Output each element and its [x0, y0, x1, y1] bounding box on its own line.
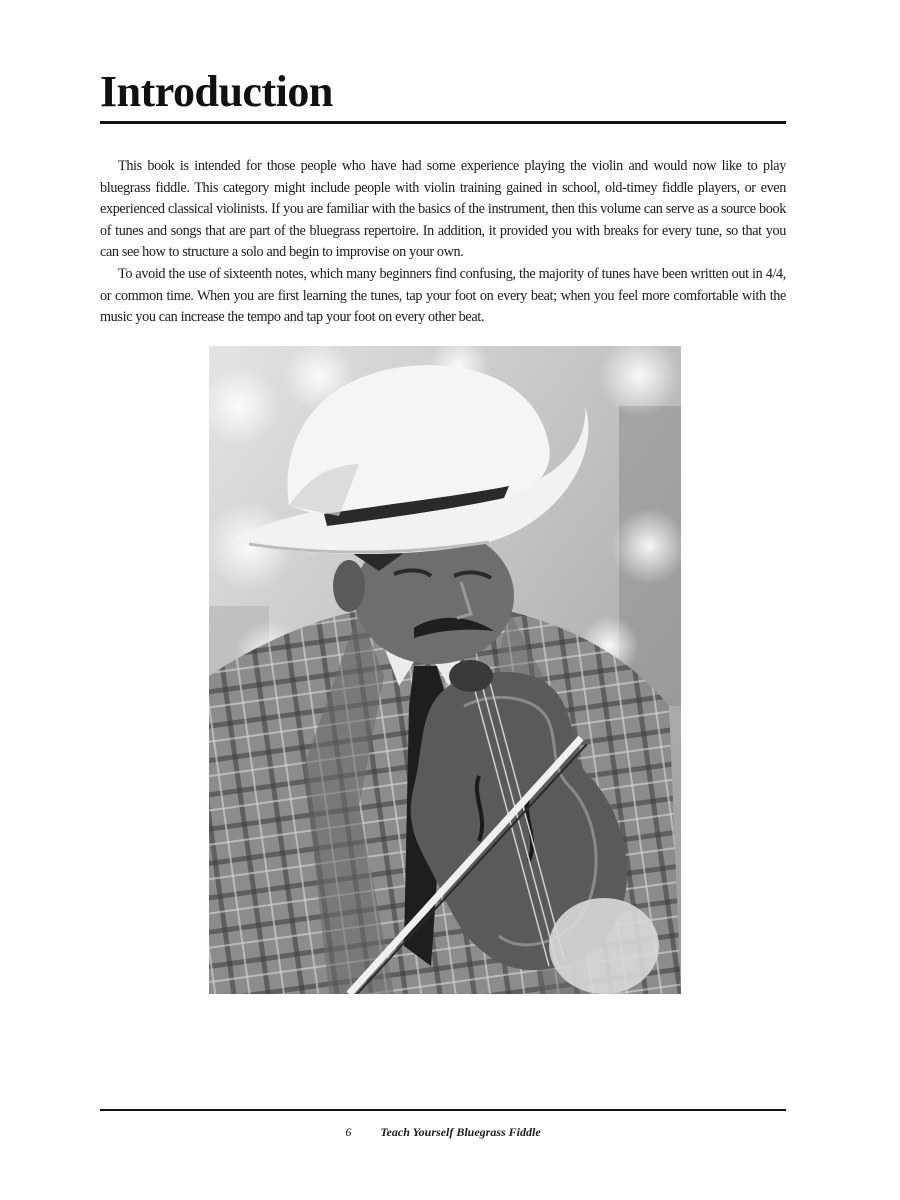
page-number: 6 [345, 1125, 352, 1139]
footer-rule [100, 1109, 786, 1111]
body-text [100, 156, 786, 329]
page-title: Introduction [100, 67, 333, 116]
fiddler-photo [209, 346, 681, 994]
title-rule [100, 121, 786, 124]
running-footer-title: Teach Yourself Bluegrass Fiddle [380, 1125, 541, 1139]
paragraph-1: This book is intended for those people who have had some experience playing the violin and would now like to play bluegrass fiddle. This category might include people with violin training gained in school, old-timey fiddle players, or even experienced classical violinists. If you are familiar with the basics of the instrument, then this volume can serve as a source book of tunes and songs that are part of the bluegrass repertoire. In addition, it provided you with breaks for every tune, so that you can see how to structure a solo and begin to improvise on your own. [100, 158, 786, 261]
paragraph-2: To avoid the use of sixteenth notes, which many beginners find confusing, the majority of tunes have been written out in 4/4, or common time. When you are first learning the tunes, tap your foot on every beat; when you feel more comfortable with the music you can increase the tempo and tap your foot on every other beat. [100, 265, 786, 326]
page-footer [100, 1124, 786, 1140]
